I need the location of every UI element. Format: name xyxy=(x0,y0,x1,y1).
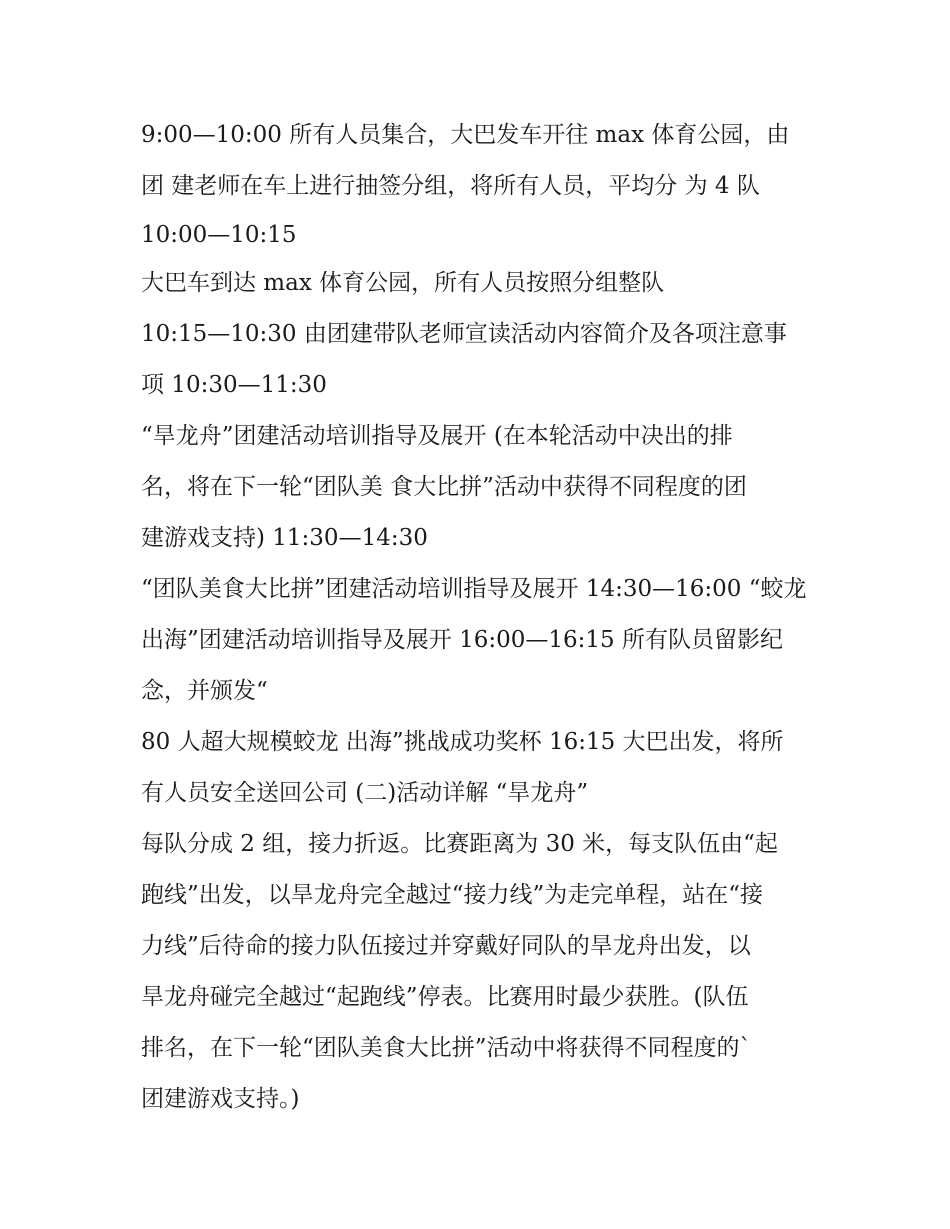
text-line: “团队美食大比拼”团建活动培训指导及展开 14:30—16:00 “蛟龙 xyxy=(141,576,807,602)
text-line: 80 人超大规模蛟龙 出海”挑战成功奖杯 16:15 大巴出发，将所 xyxy=(141,729,784,755)
text-line: 排名，在下一轮“团队美食大比拼”活动中将获得不同程度的` xyxy=(141,1035,752,1061)
text-line: 团 建老师在车上进行抽签分组，将所有人员，平均分 为 4 队 xyxy=(141,173,760,199)
text-line: 出海”团建活动培训指导及展开 16:00—16:15 所有队员留影纪 xyxy=(141,627,783,653)
text-line: 建游戏支持) 11:30—14:30 xyxy=(141,525,428,551)
text-line: 10:00—10:15 xyxy=(141,222,297,248)
text-line: 名，将在下一轮“团队美 食大比拼”活动中获得不同程度的团 xyxy=(141,474,747,500)
text-line: 念，并颁发“ xyxy=(141,678,268,704)
text-line: 10:15—10:30 由团建带队老师宣读活动内容简介及各项注意事 xyxy=(141,321,787,347)
text-line: 团建游戏支持。) xyxy=(141,1086,300,1112)
text-line: 有人员安全送回公司 (二)活动详解 “旱龙舟” xyxy=(141,780,589,806)
text-line: 力线”后待命的接力队伍接过并穿戴好同队的旱龙舟出发，以 xyxy=(141,933,751,959)
text-line: “旱龙舟”团建活动培训指导及展开 (在本轮活动中决出的排 xyxy=(141,423,733,449)
text-line: 旱龙舟碰完全越过“起跑线”停表。比赛用时最少获胜。(队伍 xyxy=(141,984,749,1010)
text-line: 跑线”出发，以旱龙舟完全越过“接力线”为走完单程，站在“接 xyxy=(141,882,764,908)
text-line: 每队分成 2 组，接力折返。比赛距离为 30 米，每支队伍由“起 xyxy=(141,831,778,857)
document-body xyxy=(141,110,821,1125)
text-line: 大巴车到达 max 体育公园，所有人员按照分组整队 xyxy=(141,270,665,296)
text-line: 项 10:30—11:30 xyxy=(141,372,327,398)
text-line: 9:00—10:00 所有人员集合，大巴发车开往 max 体育公园，由 xyxy=(141,122,790,148)
